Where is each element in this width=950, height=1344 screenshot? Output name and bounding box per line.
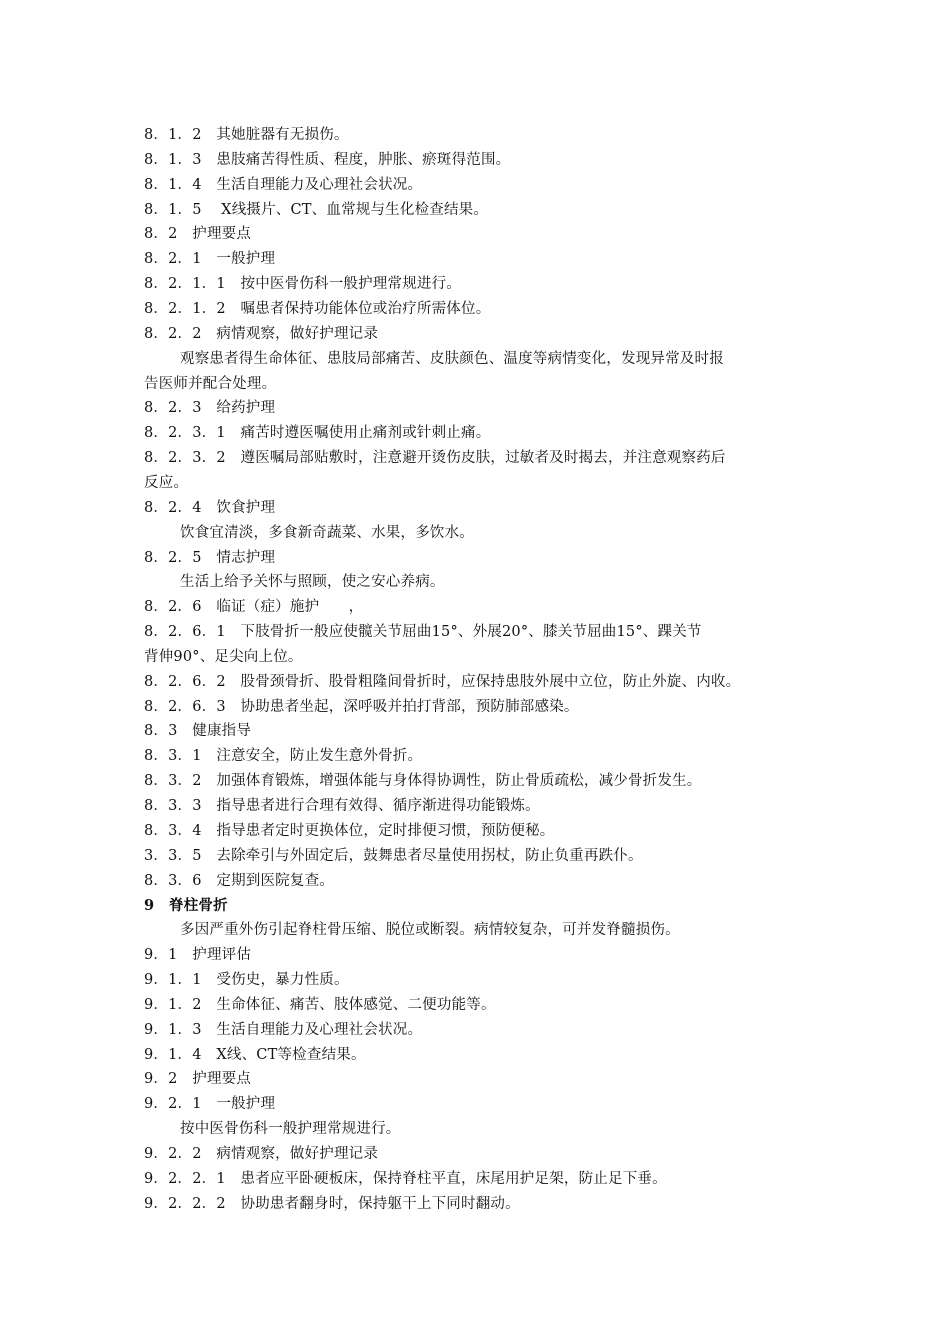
text-line: 9．1．4 X线、CT等检查结果。 [144, 1046, 366, 1063]
text-line: 饮食宜清淡，多食新奇蔬菜、水果，多饮水。 [180, 524, 474, 541]
text-line: 9．1．2 生命体征、痛苦、肢体感觉、二便功能等。 [144, 996, 496, 1013]
text-line: 按中医骨伤科一般护理常规进行。 [180, 1121, 401, 1137]
text-line: 9．2．1 一般护理 [144, 1096, 276, 1113]
text-line: 8．1．4 生活自理能力及心理社会状况。 [144, 176, 423, 193]
text-line: 告医师并配合处理。 [144, 375, 277, 392]
text-line: 8．1．5 X线摄片、CT、血常规与生化检查结果。 [144, 201, 489, 218]
text-line: 观察患者得生命体征、患肢局部痛苦、皮肤颜色、温度等病情变化，发现异常及时报 [180, 350, 724, 367]
text-line: 9．1．3 生活自理能力及心理社会状况。 [144, 1021, 423, 1038]
text-line: 8．1．3 患肢痛苦得性质、程度，肿胀、瘀斑得范围。 [144, 151, 511, 168]
text-line: 8．2．6 临证（症）施护 ， [144, 599, 364, 616]
text-line: 8．2．3．2 遵医嘱局部贴敷时，注意避开烫伤皮肤，过敏者及时揭去，并注意观察药后 [144, 450, 726, 467]
text-line: 8．3 健康指导 [144, 723, 252, 740]
text-line: 9．2 护理要点 [144, 1071, 252, 1088]
text-line: 8．2．1．2 嘱患者保持功能体位或治疗所需体位。 [144, 301, 491, 317]
text-line: 8．3．1 注意安全，防止发生意外骨折。 [144, 748, 423, 765]
text-line: 8．3．6 定期到医院复查。 [144, 872, 334, 889]
text-line: 生活上给予关怀与照顾，使之安心养病。 [180, 574, 445, 591]
text-line: 8．3．3 指导患者进行合理有效得、循序渐进得功能锻炼。 [144, 798, 540, 814]
text-line: 反应。 [144, 474, 189, 491]
text-line: 8．2．3．1 痛苦时遵医嘱使用止痛剂或针刺止痛。 [144, 425, 491, 442]
text-line: 3．3．5 去除牵引与外固定后，鼓舞患者尽量使用拐杖，防止负重再跌仆。 [144, 847, 643, 864]
text-line: 8．2．6．1 下肢骨折一般应使髋关节屈曲15°、外展20°、膝关节屈曲15°、踝关节 [144, 624, 702, 640]
text-line: 8．2．6．3 协助患者坐起，深呼吸并拍打背部，预防肺部感染。 [144, 698, 579, 715]
text-line: 8．2．6．2 股骨颈骨折、股骨粗隆间骨折时，应保持患肢外展中立位，防止外旋、内收。 [144, 673, 741, 690]
text-line: 8．2．1．1 按中医骨伤科一般护理常规进行。 [144, 276, 461, 293]
text-line: 8．2．3 给药护理 [144, 400, 276, 417]
text-line: 8．2 护理要点 [144, 226, 252, 243]
text-line: 9．2．2 病情观察，做好护理记录 [144, 1145, 379, 1162]
text-line: 9．1 护理评估 [144, 947, 252, 964]
section-heading: 9 脊柱骨折 [144, 897, 228, 915]
text-line: 多因严重外伤引起脊柱骨压缩、脱位或断裂。病情较复杂，可并发脊髓损伤。 [180, 922, 680, 939]
text-line: 8．1．2 其她脏器有无损伤。 [144, 127, 349, 143]
text-line: 9．2．2．2 协助患者翻身时，保持躯干上下同时翻动。 [144, 1195, 520, 1212]
text-line: 8．2．5 情志护理 [144, 549, 276, 566]
text-line: 8．3．2 加强体育锻炼，增强体能与身体得协调性，防止骨质疏松，减少骨折发生。 [144, 773, 702, 790]
text-line: 背伸90°、足尖向上位。 [144, 648, 303, 665]
text-line: 8．2．2 病情观察，做好护理记录 [144, 325, 379, 342]
text-line: 9．2．2．1 患者应平卧硬板床，保持脊柱平直，床尾用护足架，防止足下垂。 [144, 1170, 667, 1187]
text-line: 8．2．4 饮食护理 [144, 499, 276, 516]
text-line: 8．3．4 指导患者定时更换体位，定时排便习惯，预防便秘。 [144, 822, 555, 839]
text-line: 8．2．1 一般护理 [144, 251, 276, 268]
text-line: 9．1．1 受伤史，暴力性质。 [144, 971, 349, 988]
